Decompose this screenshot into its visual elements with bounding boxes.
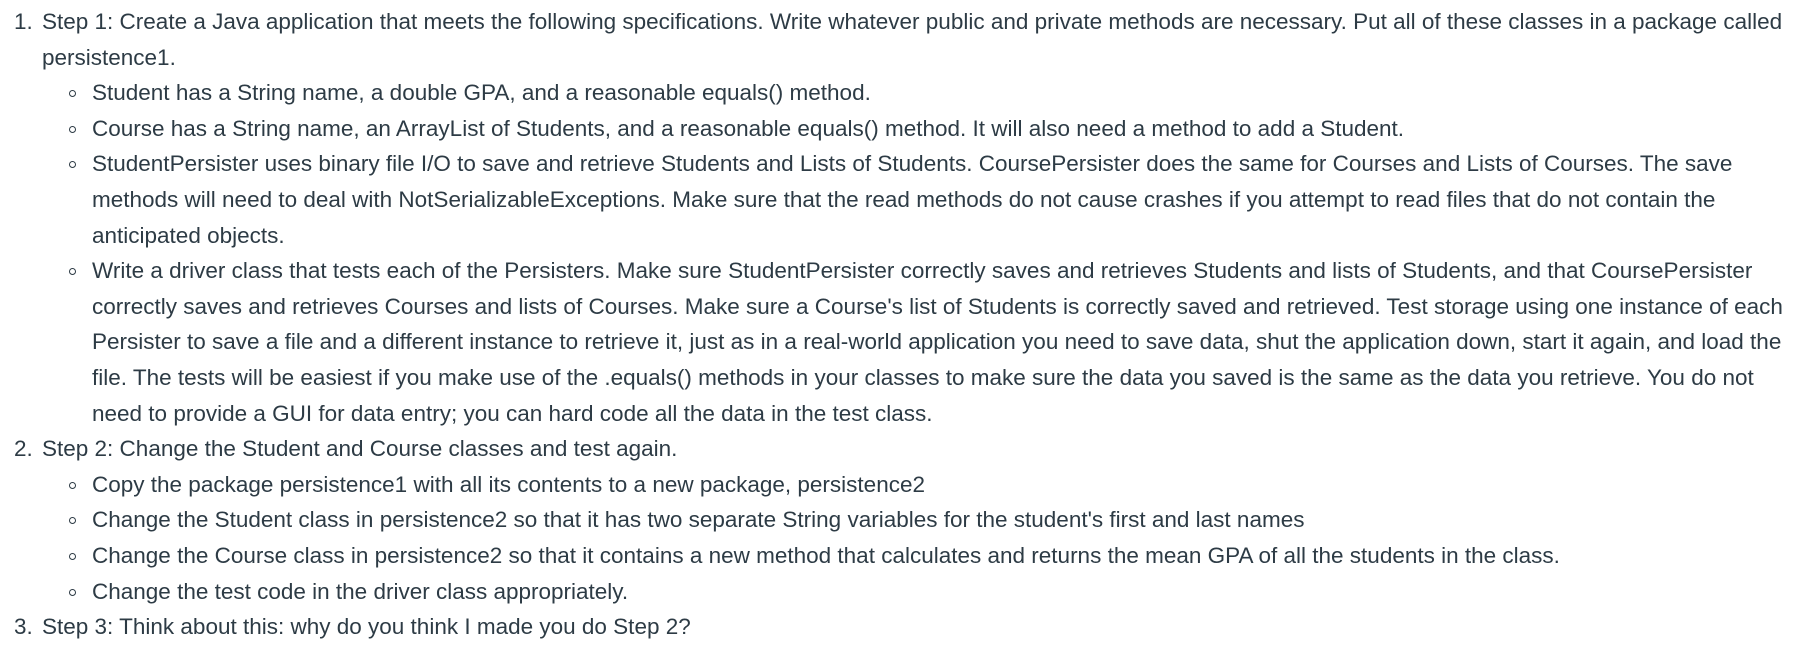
list-item	[42, 146, 1804, 253]
step-3	[14, 609, 1804, 645]
step-1-bullets	[42, 75, 1804, 431]
list-item-text: StudentPersister uses binary file I/O to save and retrieve Students and Lists of Students. CoursePersister does the same for Courses and Lists of Courses. The save methods will need to deal with NotSerializableExceptions. Make sure that the read methods do not cause crashes if you attempt to read files that do not contain the anticipated objects.	[92, 151, 1733, 248]
list-item	[42, 467, 1804, 503]
bullet-circle-icon	[69, 90, 76, 97]
bullet-circle-icon	[69, 268, 76, 275]
bullet-circle-icon	[69, 126, 76, 133]
step-2	[14, 431, 1804, 609]
step-text: Step 2: Change the Student and Course classes and test again.	[42, 436, 678, 462]
step-text: Step 1: Create a Java application that meets the following specifications. Write whatever public and private methods are necessary. Put all of these classes in a package called persistence1.	[42, 9, 1783, 70]
step-number: 2.	[14, 436, 33, 462]
step-2-bullets	[42, 467, 1804, 609]
list-item	[42, 574, 1804, 610]
list-item-text: Change the Course class in persistence2 so that it contains a new method that calculates and returns the mean GPA of all the students in the class.	[92, 542, 1560, 568]
bullet-circle-icon	[69, 161, 76, 168]
bullet-circle-icon	[69, 553, 76, 560]
list-item-text: Change the test code in the driver class appropriately.	[92, 578, 629, 604]
list-item-text: Write a driver class that tests each of the Persisters. Make sure StudentPersister correctly saves and retrieves Students and lists of Students, and that CoursePersister correctly saves and retrieves Courses and lists of Courses. Make sure a Course's list of Students is correctly saved and retrieved. Test storage using one instance of each Persister to save a file and a different instance to retrieve it, just as in a real-world application you need to save data, shut the application down, start it again, and load the file. The tests will be easiest if you make use of the .equals() methods in your classes to make sure the data you saved is the same as the data you retrieve. You do not need to provide a GUI for data entry; you can hard code all the data in the test class.	[92, 258, 1783, 426]
steps-list	[14, 4, 1804, 645]
list-item	[42, 502, 1804, 538]
list-item-text: Change the Student class in persistence2 so that it has two separate String variables for the student's first and last names	[92, 507, 1305, 533]
list-item	[42, 111, 1804, 147]
list-item	[42, 75, 1804, 111]
list-item	[42, 538, 1804, 574]
bullet-circle-icon	[69, 589, 76, 596]
step-number: 1.	[14, 9, 33, 34]
list-item	[42, 253, 1804, 431]
list-item-text: Student has a String name, a double GPA, and a reasonable equals() method.	[92, 80, 871, 106]
step-number: 3.	[14, 614, 33, 640]
step-text: Step 3: Think about this: why do you think I made you do Step 2?	[42, 614, 691, 640]
list-item-text: Course has a String name, an ArrayList of Students, and a reasonable equals() method. It will also need a method to add a Student.	[92, 115, 1405, 141]
bullet-circle-icon	[69, 482, 76, 489]
list-item-text: Copy the package persistence1 with all its contents to a new package, persistence2	[92, 471, 925, 497]
bullet-circle-icon	[69, 517, 76, 524]
assignment-document	[14, 4, 1804, 645]
step-1	[14, 4, 1804, 431]
